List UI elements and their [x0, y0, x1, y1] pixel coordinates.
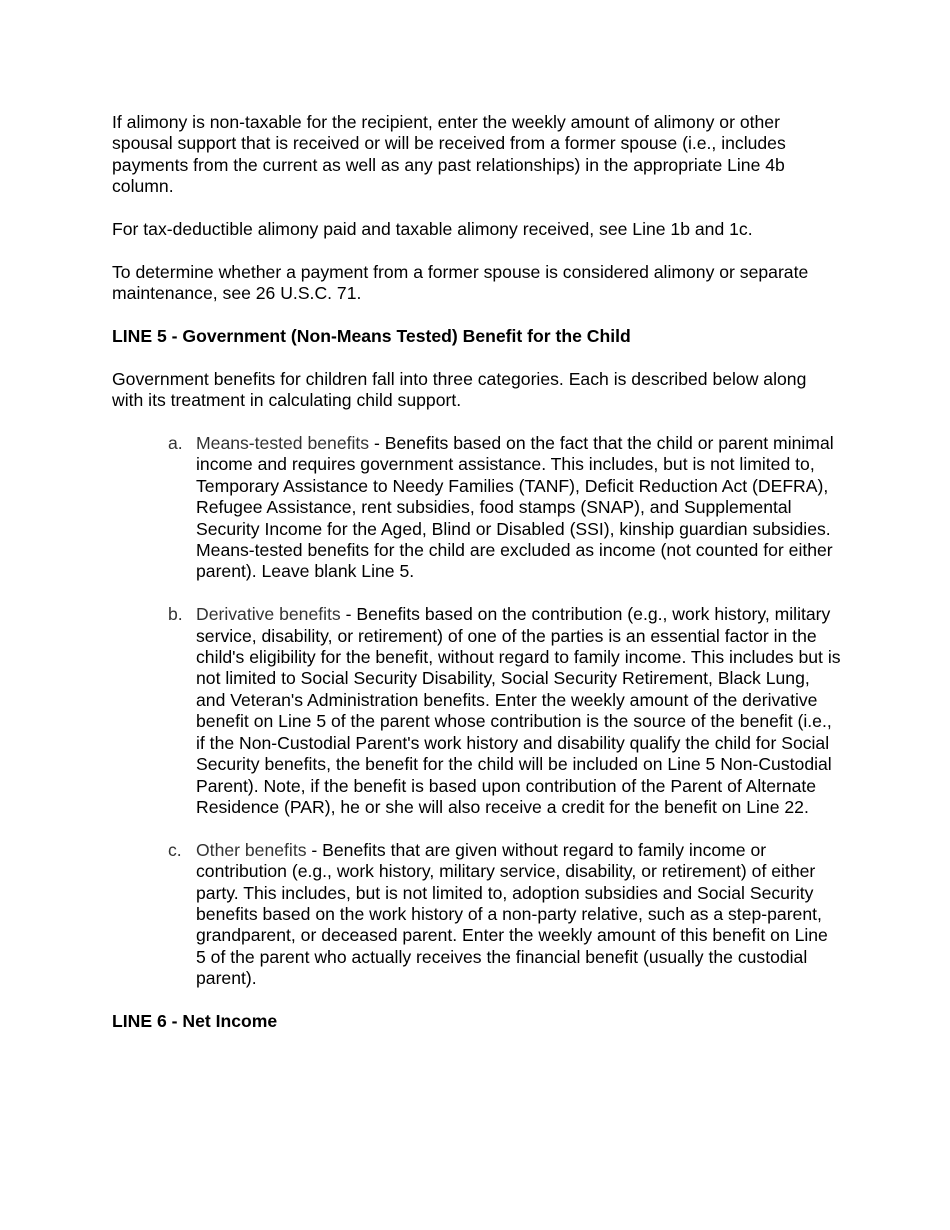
- list-item-means-tested: [112, 433, 842, 583]
- line5-heading: LINE 5 - Government (Non-Means Tested) Benefit for the Child: [112, 326, 631, 347]
- list-marker: a.: [168, 433, 183, 454]
- paragraph-alimony-determine: To determine whether a payment from a former spouse is considered alimony or separate maintenance, see 26 U.S.C. 71.: [112, 261, 809, 304]
- list-marker: c.: [168, 839, 182, 860]
- paragraph-alimony-nontaxable: If alimony is non-taxable for the recipient, enter the weekly amount of alimony or other spousal support that is received or will be received from a former spouse (i.e., includes payments from the current as well as any past relationships) in the appropriate Line 4b column.: [112, 112, 786, 197]
- list-item-other: [112, 840, 842, 990]
- term-means-tested: Means-tested benefits: [196, 433, 370, 454]
- term-other: Other benefits: [196, 839, 307, 860]
- benefit-categories-list: [112, 433, 842, 990]
- item-text-means-tested: - Benefits based on the fact that the child or parent minimal income and requires government assistance. This includes, but is not limited to, Temporary Assistance to Needy Families (TANF), Deficit Reduction Act (DEFRA), Refugee Assistance, rent subsidies, food stamps (SNAP), and Supplemental Security Income for the Aged, Blind or Disabled (SSI), kinship guardian subsidies. Means-tested benefits for the child are excluded as income (not counted for either parent). Leave blank Line 5.: [196, 433, 834, 582]
- term-derivative: Derivative benefits: [196, 604, 341, 625]
- item-text-other: - Benefits that are given without regard to family income or contribution (e.g., work history, military service, disability, or retirement) of either party. This includes, but is not limited to, adoption subsidies and Social Security benefits based on the work history of a non-party relative, such as a step-parent, grandparent, or deceased parent. Enter the weekly amount of this benefit on Line 5 of the parent who actually receives the financial benefit (usually the custodial parent).: [196, 839, 828, 989]
- line6-heading: LINE 6 - Net Income: [112, 1010, 278, 1031]
- list-item-derivative: [112, 604, 842, 818]
- list-marker: b.: [168, 604, 183, 625]
- paragraph-alimony-taxdeductible: For tax-deductible alimony paid and taxable alimony received, see Line 1b and 1c.: [112, 219, 753, 240]
- line5-intro: Government benefits for children fall into three categories. Each is described below along with its treatment in calculating child support.: [112, 368, 807, 411]
- item-text-derivative: - Benefits based on the contribution (e.g., work history, military service, disability, or retirement) of one of the parties is an essential factor in the child's eligibility for the benefit, without regard to family income. This includes but is not limited to Social Security Disability, Social Security Retirement, Black Lung, and Veteran's Administration benefits. Enter the weekly amount of the derivative benefit on Line 5 of the parent whose contribution is the source of the benefit (i.e., if the Non-Custodial Parent's work history and disability qualify the child for Social Security benefits, the benefit for the child will be included on Line 5 Non-Custodial Parent). Note, if the benefit is based upon contribution of the Parent of Alternate Residence (PAR), he or she will also receive a credit for the benefit on Line 22.: [196, 604, 841, 817]
- document-page: [112, 112, 842, 1054]
